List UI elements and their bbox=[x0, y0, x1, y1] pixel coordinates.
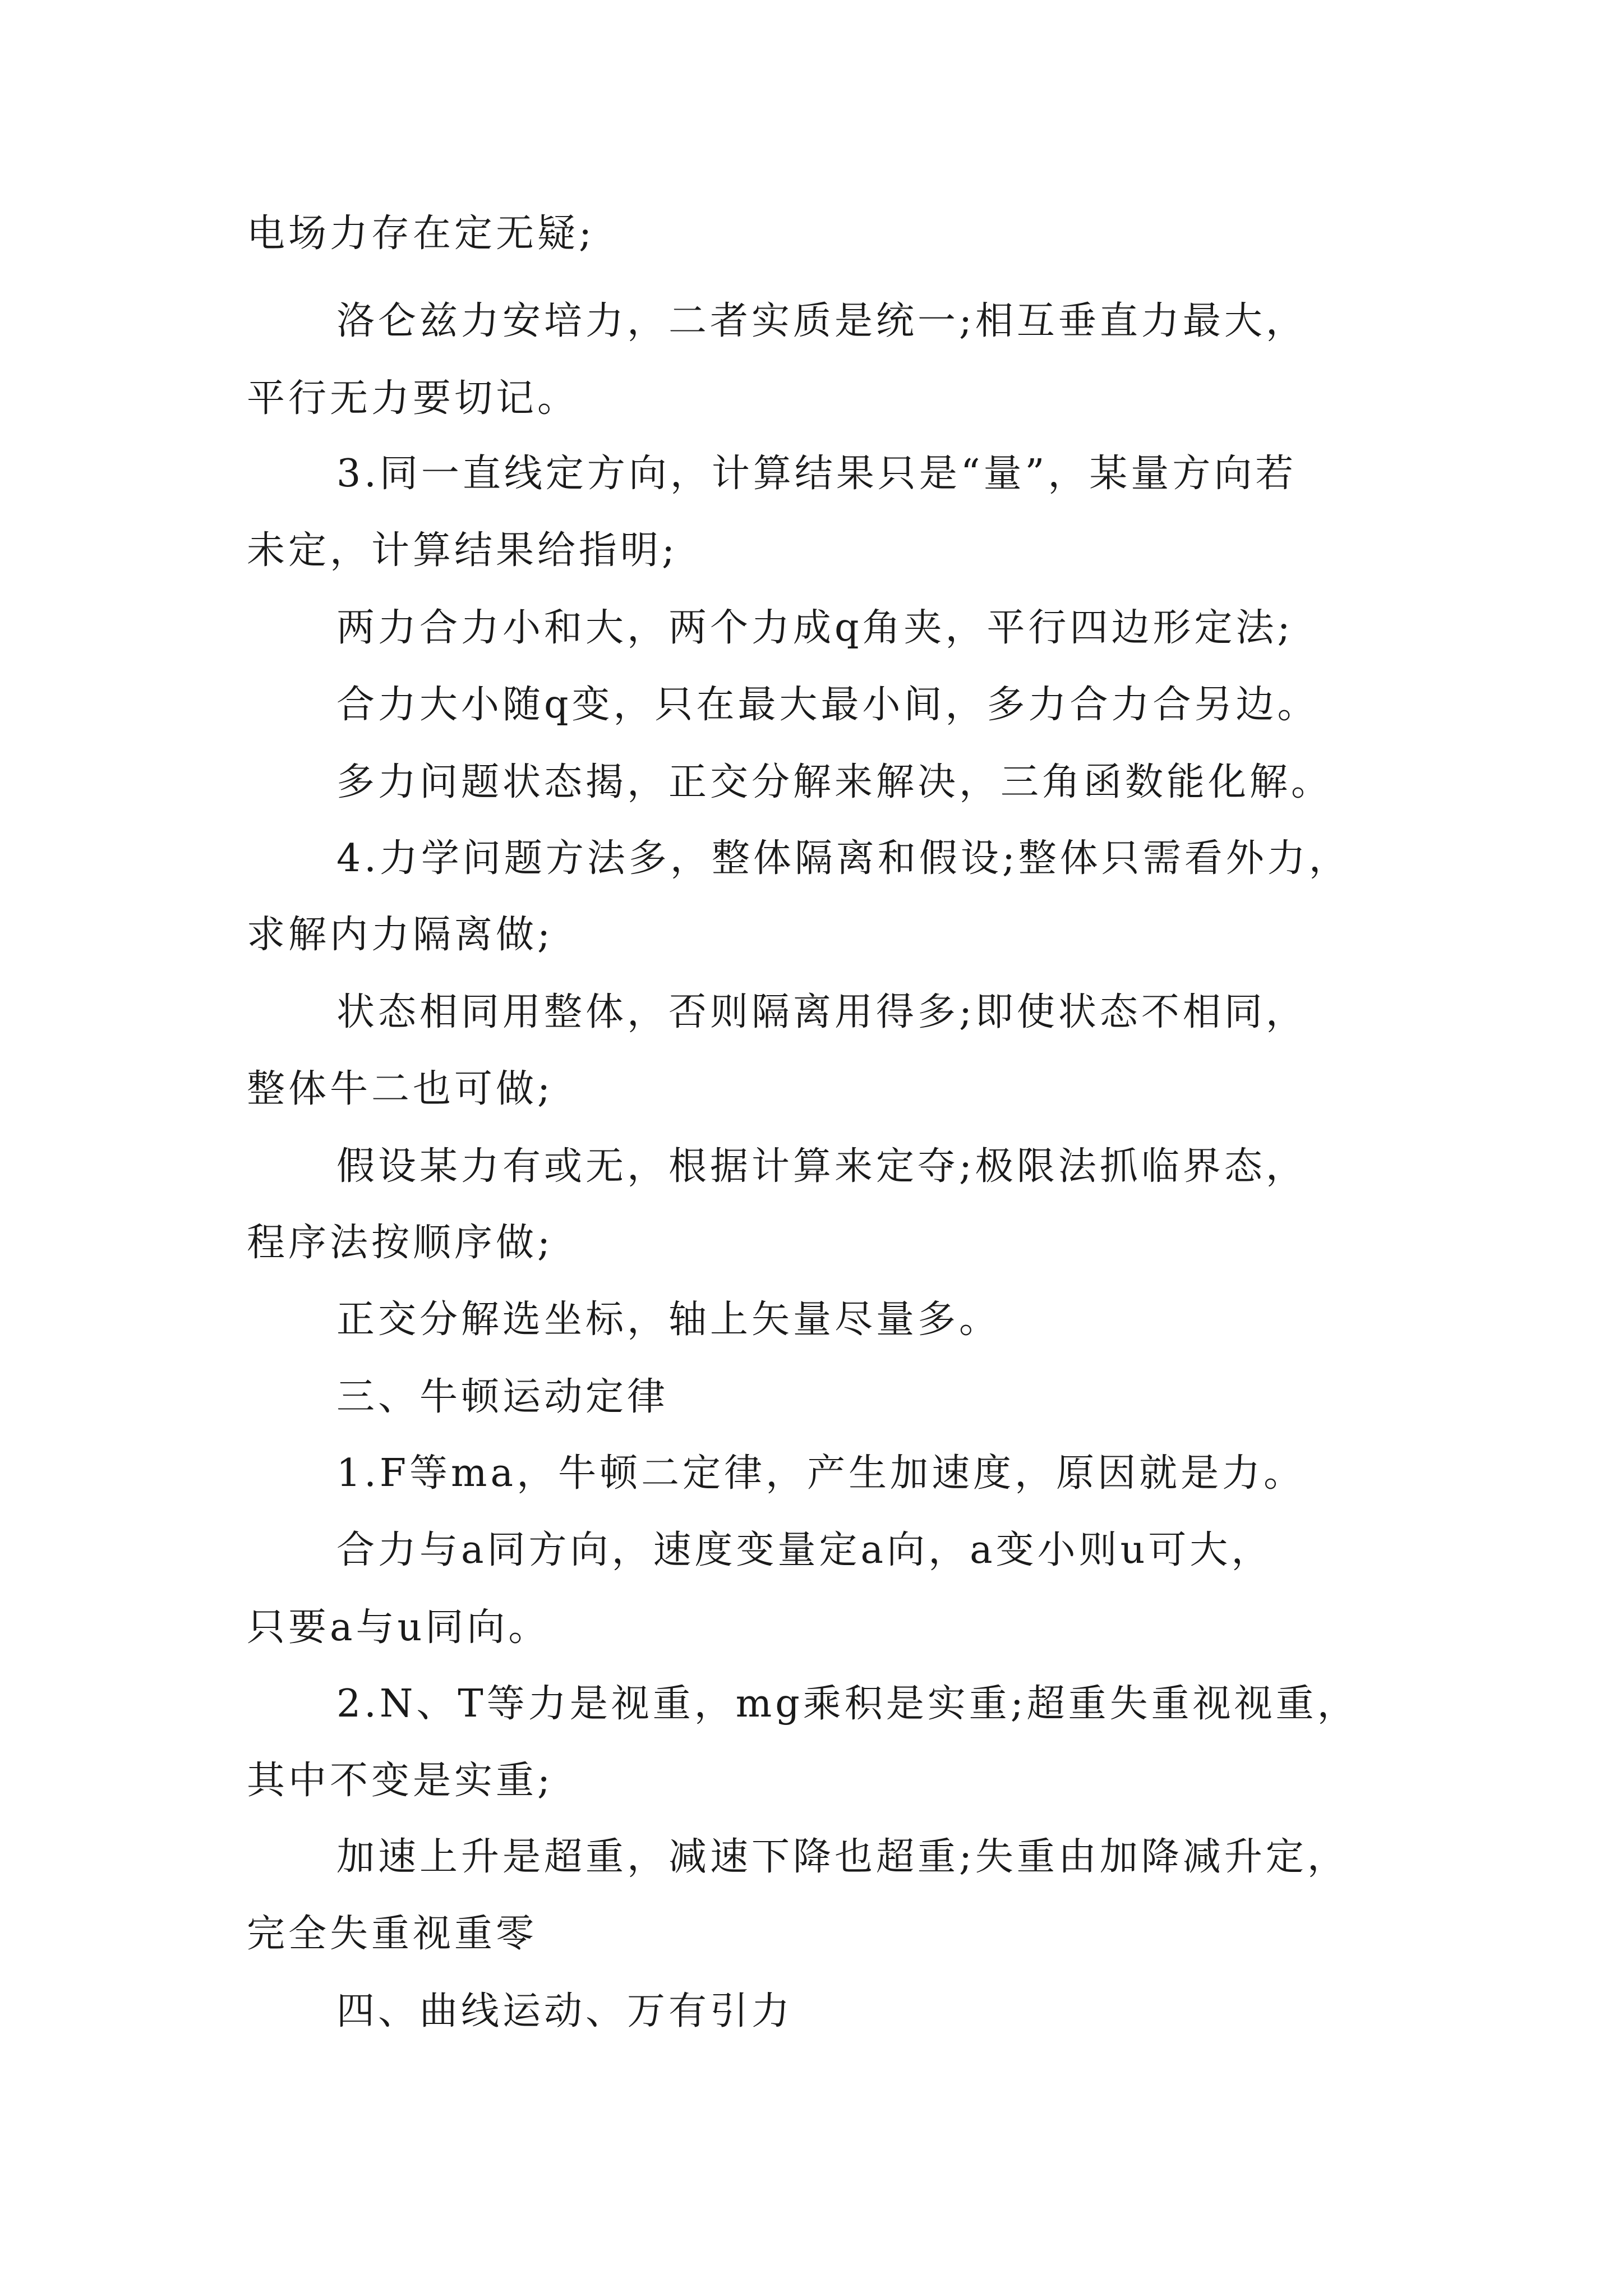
text-line: 洛仑兹力安培力，二者实质是统一;相互垂直力最大， bbox=[336, 299, 1307, 343]
text-line: 多力问题状态揭，正交分解来解决，三角函数能化解。 bbox=[336, 760, 1333, 804]
text-line: 合力与a同方向，速度变量定a向，a变小则u可大， bbox=[336, 1528, 1273, 1572]
text-line: 只要a与u同向。 bbox=[247, 1605, 550, 1650]
text-line: 平行无力要切记。 bbox=[247, 376, 579, 421]
text-line: 状态相同用整体，否则隔离用得多;即使状态不相同， bbox=[336, 990, 1307, 1034]
text-line: 4.力学问题方法多，整体隔离和假设;整体只需看外力， bbox=[336, 836, 1350, 881]
section-heading: 四、曲线运动、万有引力 bbox=[336, 1989, 794, 2033]
text-line: 其中不变是实重; bbox=[247, 1759, 554, 1803]
section-heading: 三、牛顿运动定律 bbox=[336, 1375, 669, 1419]
text-line: 1.F等ma，牛顿二定律，产生加速度，原因就是力。 bbox=[336, 1451, 1306, 1496]
text-line: 2.N、T等力是视重，mg乘积是实重;超重失重视视重， bbox=[336, 1682, 1359, 1726]
text-line: 整体牛二也可做; bbox=[247, 1067, 554, 1111]
text-line: 两力合力小和大，两个力成q角夹，平行四边形定法; bbox=[336, 606, 1294, 650]
text-line: 电场力存在定无疑; bbox=[247, 211, 595, 256]
text-line: 程序法按顺序做; bbox=[247, 1221, 554, 1265]
text-line: 未定，计算结果给指明; bbox=[247, 528, 678, 573]
text-line: 合力大小随q变，只在最大最小间，多力合力合另边。 bbox=[336, 683, 1319, 727]
text-line: 假设某力有或无，根据计算来定夺;极限法抓临界态， bbox=[336, 1144, 1307, 1189]
text-line: 完全失重视重零 bbox=[247, 1912, 538, 1956]
text-line: 求解内力隔离做; bbox=[247, 913, 554, 957]
text-line: 3.同一直线定方向，计算结果只是“量”，某量方向若 bbox=[336, 452, 1297, 496]
text-line: 正交分解选坐标，轴上矢量尽量多。 bbox=[336, 1297, 1001, 1342]
text-line: 加速上升是超重，减速下降也超重;失重由加降减升定， bbox=[336, 1835, 1349, 1879]
